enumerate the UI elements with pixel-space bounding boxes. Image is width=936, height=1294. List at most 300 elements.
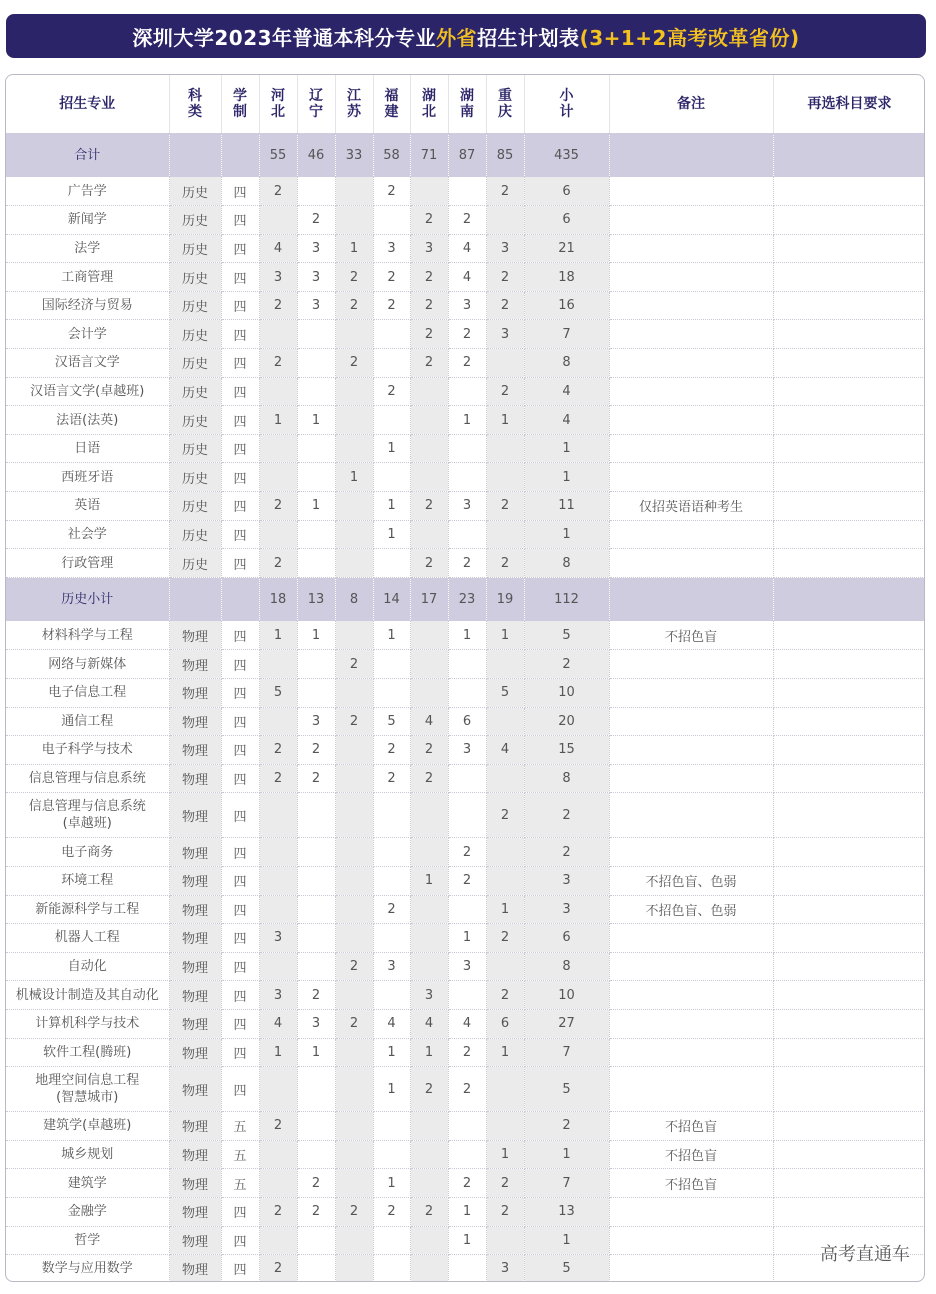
cell-subtotal: 11 [524, 492, 609, 521]
cell-major-name: 通信工程 [6, 707, 169, 736]
cell-liaoning: 3 [297, 263, 335, 292]
cell-hubei [410, 679, 448, 708]
cell-hubei: 4 [410, 707, 448, 736]
cell-remark [609, 206, 773, 235]
cell-hunan: 4 [448, 263, 486, 292]
cell-jiangsu: 1 [335, 234, 373, 263]
cell-duration: 四 [221, 764, 259, 793]
cell-hunan: 2 [448, 866, 486, 895]
cell-major-name: 广告学 [6, 177, 169, 206]
cell-major-name: 工商管理 [6, 263, 169, 292]
cell-duration: 四 [221, 707, 259, 736]
cell-chongqing: 3 [486, 320, 524, 349]
cell-jiangsu [335, 406, 373, 435]
cell-subtotal: 3 [524, 866, 609, 895]
cell-hebei [259, 463, 297, 492]
cell-duration: 四 [221, 492, 259, 521]
cell-chongqing: 5 [486, 679, 524, 708]
cell-subject-type: 物理 [169, 1067, 221, 1112]
cell-remark [609, 406, 773, 435]
cell-hunan [448, 895, 486, 924]
subtotal-row [6, 577, 925, 621]
cell-duration: 四 [221, 234, 259, 263]
table-row [6, 1038, 925, 1067]
cell-duration: 四 [221, 793, 259, 838]
cell-fujian: 2 [373, 291, 410, 320]
cell-jiangsu: 2 [335, 952, 373, 981]
cell-fujian: 2 [373, 764, 410, 793]
cell-hebei: 2 [259, 1255, 297, 1282]
cell-subtotal: 435 [524, 133, 609, 177]
cell-subject-type: 历史 [169, 206, 221, 235]
column-header: 招生专业 [6, 75, 169, 133]
cell-hubei [410, 406, 448, 435]
cell-major-name: 计算机科学与技术 [6, 1009, 169, 1038]
cell-major-name: 法语(法英) [6, 406, 169, 435]
cell-hubei: 2 [410, 349, 448, 378]
cell-liaoning [297, 952, 335, 981]
cell-fujian [373, 1112, 410, 1141]
cell-liaoning [297, 838, 335, 867]
cell-hunan [448, 981, 486, 1010]
cell-hebei: 4 [259, 234, 297, 263]
cell-duration [221, 133, 259, 177]
cell-jiangsu [335, 924, 373, 953]
cell-remark [609, 838, 773, 867]
cell-hunan: 23 [448, 577, 486, 621]
cell-jiangsu [335, 679, 373, 708]
cell-subject-type: 物理 [169, 1226, 221, 1255]
cell-jiangsu: 2 [335, 650, 373, 679]
cell-fujian [373, 1226, 410, 1255]
cell-major-name: 日语 [6, 434, 169, 463]
cell-hubei [410, 177, 448, 206]
cell-subject-requirement [773, 291, 925, 320]
cell-subject-requirement [773, 377, 925, 406]
column-header: 再选科目要求 [773, 75, 925, 133]
cell-fujian: 2 [373, 263, 410, 292]
cell-jiangsu [335, 895, 373, 924]
cell-duration: 四 [221, 838, 259, 867]
cell-subject-type: 物理 [169, 1112, 221, 1141]
cell-subject-requirement [773, 520, 925, 549]
cell-remark [609, 1226, 773, 1255]
cell-fujian [373, 679, 410, 708]
cell-chongqing: 3 [486, 234, 524, 263]
cell-hubei: 4 [410, 1009, 448, 1038]
cell-hubei: 2 [410, 291, 448, 320]
cell-hunan [448, 463, 486, 492]
cell-fujian: 1 [373, 1067, 410, 1112]
cell-liaoning [297, 549, 335, 578]
cell-hubei [410, 1255, 448, 1282]
cell-liaoning [297, 349, 335, 378]
cell-hebei: 1 [259, 621, 297, 650]
cell-fujian: 2 [373, 736, 410, 765]
cell-subject-type: 历史 [169, 492, 221, 521]
cell-subject-requirement [773, 577, 925, 621]
cell-major-name: 机械设计制造及其自动化 [6, 981, 169, 1010]
cell-jiangsu: 2 [335, 1009, 373, 1038]
cell-hebei: 3 [259, 924, 297, 953]
cell-subtotal: 15 [524, 736, 609, 765]
cell-subject-requirement [773, 206, 925, 235]
cell-major-name: 自动化 [6, 952, 169, 981]
cell-chongqing [486, 707, 524, 736]
cell-subject-type: 物理 [169, 736, 221, 765]
cell-hunan [448, 177, 486, 206]
cell-liaoning [297, 679, 335, 708]
cell-subject-type: 物理 [169, 650, 221, 679]
cell-subtotal: 10 [524, 981, 609, 1010]
cell-fujian [373, 650, 410, 679]
cell-duration: 四 [221, 650, 259, 679]
cell-subtotal: 16 [524, 291, 609, 320]
cell-hunan: 1 [448, 621, 486, 650]
cell-remark [609, 320, 773, 349]
cell-subtotal: 21 [524, 234, 609, 263]
cell-jiangsu [335, 177, 373, 206]
cell-hunan: 2 [448, 349, 486, 378]
watermark: 高考直通车 [820, 1244, 910, 1265]
cell-subject-type: 物理 [169, 1140, 221, 1169]
cell-jiangsu [335, 736, 373, 765]
title-highlight: 外省 [436, 25, 478, 50]
cell-chongqing: 2 [486, 492, 524, 521]
cell-subject-type: 历史 [169, 406, 221, 435]
cell-remark [609, 1038, 773, 1067]
cell-jiangsu: 33 [335, 133, 373, 177]
cell-hunan: 1 [448, 924, 486, 953]
cell-hunan: 3 [448, 736, 486, 765]
cell-subject-requirement [773, 866, 925, 895]
cell-subtotal: 2 [524, 1112, 609, 1141]
cell-subtotal: 7 [524, 320, 609, 349]
title-banner [6, 14, 926, 58]
cell-subject-requirement [773, 1140, 925, 1169]
cell-remark [609, 263, 773, 292]
cell-remark [609, 707, 773, 736]
cell-major-name: 电子信息工程 [6, 679, 169, 708]
cell-subject-requirement [773, 492, 925, 521]
cell-subtotal: 6 [524, 206, 609, 235]
cell-hebei: 2 [259, 1197, 297, 1226]
cell-hebei [259, 707, 297, 736]
cell-hubei [410, 621, 448, 650]
cell-chongqing [486, 764, 524, 793]
cell-hunan [448, 679, 486, 708]
cell-chongqing [486, 866, 524, 895]
cell-subject-requirement [773, 707, 925, 736]
cell-fujian [373, 1255, 410, 1282]
cell-subtotal: 10 [524, 679, 609, 708]
table-row [6, 1009, 925, 1038]
cell-jiangsu [335, 492, 373, 521]
cell-hubei [410, 793, 448, 838]
cell-subject-requirement [773, 320, 925, 349]
cell-subject-requirement [773, 764, 925, 793]
cell-subject-type: 物理 [169, 838, 221, 867]
cell-hubei [410, 650, 448, 679]
table-row [6, 406, 925, 435]
cell-hunan: 3 [448, 952, 486, 981]
cell-remark [609, 736, 773, 765]
cell-jiangsu [335, 1255, 373, 1282]
cell-hubei [410, 463, 448, 492]
cell-remark [609, 1197, 773, 1226]
cell-duration: 四 [221, 263, 259, 292]
cell-fujian: 4 [373, 1009, 410, 1038]
cell-hebei [259, 434, 297, 463]
cell-hunan [448, 1140, 486, 1169]
cell-hebei [259, 320, 297, 349]
cell-remark [609, 924, 773, 953]
cell-subject-requirement [773, 650, 925, 679]
cell-jiangsu [335, 520, 373, 549]
cell-chongqing [486, 838, 524, 867]
table-row [6, 952, 925, 981]
cell-hebei [259, 838, 297, 867]
cell-major-name: 金融学 [6, 1197, 169, 1226]
cell-subtotal: 2 [524, 793, 609, 838]
cell-hebei: 2 [259, 177, 297, 206]
cell-subject-requirement [773, 1009, 925, 1038]
column-header: 重 庆 [486, 75, 524, 133]
cell-hebei: 5 [259, 679, 297, 708]
cell-liaoning: 3 [297, 291, 335, 320]
cell-major-name: 行政管理 [6, 549, 169, 578]
cell-jiangsu [335, 1067, 373, 1112]
cell-remark: 仅招英语语种考生 [609, 492, 773, 521]
cell-major-name: 信息管理与信息系统 (卓越班) [6, 793, 169, 838]
cell-hunan [448, 377, 486, 406]
enrollment-table [6, 75, 925, 1282]
table-row [6, 793, 925, 838]
cell-duration: 四 [221, 981, 259, 1010]
cell-liaoning: 1 [297, 621, 335, 650]
cell-liaoning: 1 [297, 1038, 335, 1067]
cell-fujian: 1 [373, 434, 410, 463]
cell-fujian [373, 320, 410, 349]
cell-hebei: 3 [259, 981, 297, 1010]
cell-jiangsu [335, 377, 373, 406]
cell-remark [609, 177, 773, 206]
cell-duration: 四 [221, 320, 259, 349]
cell-subject-requirement [773, 133, 925, 177]
cell-subject-requirement [773, 736, 925, 765]
cell-fujian [373, 793, 410, 838]
cell-duration: 四 [221, 1255, 259, 1282]
table-row [6, 177, 925, 206]
cell-subtotal: 8 [524, 549, 609, 578]
cell-hebei: 2 [259, 492, 297, 521]
enrollment-table-frame [5, 74, 925, 1282]
table-row [6, 1197, 925, 1226]
cell-chongqing: 85 [486, 133, 524, 177]
cell-hebei: 1 [259, 406, 297, 435]
cell-chongqing [486, 650, 524, 679]
cell-subtotal: 5 [524, 621, 609, 650]
cell-jiangsu [335, 1226, 373, 1255]
cell-duration: 四 [221, 549, 259, 578]
subtotal-row [6, 133, 925, 177]
cell-hubei [410, 377, 448, 406]
cell-hubei: 3 [410, 981, 448, 1010]
cell-subtotal: 6 [524, 924, 609, 953]
cell-subtotal: 18 [524, 263, 609, 292]
cell-fujian: 2 [373, 895, 410, 924]
cell-duration [221, 577, 259, 621]
cell-subtotal: 27 [524, 1009, 609, 1038]
cell-hebei [259, 952, 297, 981]
table-row [6, 1067, 925, 1112]
cell-liaoning: 2 [297, 736, 335, 765]
cell-chongqing: 3 [486, 1255, 524, 1282]
cell-subject-type: 物理 [169, 1009, 221, 1038]
cell-subject-type: 物理 [169, 679, 221, 708]
cell-hubei [410, 895, 448, 924]
cell-hubei [410, 1169, 448, 1198]
cell-major-name: 机器人工程 [6, 924, 169, 953]
cell-remark [609, 434, 773, 463]
cell-subject-requirement [773, 549, 925, 578]
cell-hunan: 1 [448, 1226, 486, 1255]
cell-liaoning: 2 [297, 981, 335, 1010]
cell-chongqing: 2 [486, 177, 524, 206]
cell-liaoning: 2 [297, 1169, 335, 1198]
cell-hunan: 3 [448, 291, 486, 320]
cell-subject-type: 历史 [169, 549, 221, 578]
cell-duration: 四 [221, 349, 259, 378]
cell-hebei: 18 [259, 577, 297, 621]
cell-subtotal: 2 [524, 650, 609, 679]
cell-subtotal: 4 [524, 406, 609, 435]
cell-chongqing [486, 1226, 524, 1255]
cell-fujian: 3 [373, 952, 410, 981]
cell-subtotal: 1 [524, 520, 609, 549]
cell-jiangsu: 2 [335, 707, 373, 736]
cell-fujian [373, 838, 410, 867]
cell-duration: 五 [221, 1140, 259, 1169]
cell-hebei: 2 [259, 549, 297, 578]
cell-chongqing: 1 [486, 1140, 524, 1169]
cell-remark [609, 133, 773, 177]
cell-fujian [373, 924, 410, 953]
cell-duration: 五 [221, 1169, 259, 1198]
cell-jiangsu [335, 1112, 373, 1141]
cell-subtotal: 8 [524, 952, 609, 981]
cell-fujian [373, 549, 410, 578]
cell-duration: 四 [221, 1038, 259, 1067]
cell-chongqing [486, 349, 524, 378]
table-row [6, 1255, 925, 1282]
cell-hubei [410, 1140, 448, 1169]
cell-fujian [373, 406, 410, 435]
cell-hebei [259, 650, 297, 679]
table-row [6, 349, 925, 378]
cell-major-name: 西班牙语 [6, 463, 169, 492]
cell-subject-type: 历史 [169, 377, 221, 406]
cell-chongqing: 4 [486, 736, 524, 765]
cell-subject-requirement [773, 981, 925, 1010]
cell-chongqing: 6 [486, 1009, 524, 1038]
cell-remark [609, 234, 773, 263]
cell-chongqing [486, 1067, 524, 1112]
cell-hunan: 2 [448, 206, 486, 235]
table-row [6, 263, 925, 292]
column-header: 江 苏 [335, 75, 373, 133]
table-row [6, 764, 925, 793]
cell-subject-type: 历史 [169, 349, 221, 378]
cell-fujian: 2 [373, 177, 410, 206]
cell-subject-requirement [773, 1112, 925, 1141]
cell-hubei: 2 [410, 1197, 448, 1226]
cell-subject-requirement [773, 1169, 925, 1198]
cell-fujian: 3 [373, 234, 410, 263]
cell-hebei [259, 377, 297, 406]
cell-liaoning [297, 1255, 335, 1282]
cell-subject-type: 物理 [169, 1197, 221, 1226]
cell-subject-requirement [773, 263, 925, 292]
cell-subject-requirement [773, 924, 925, 953]
cell-hunan [448, 793, 486, 838]
cell-major-name: 新能源科学与工程 [6, 895, 169, 924]
cell-subtotal: 6 [524, 177, 609, 206]
cell-remark [609, 349, 773, 378]
cell-chongqing: 2 [486, 1197, 524, 1226]
cell-jiangsu: 2 [335, 349, 373, 378]
table-row [6, 234, 925, 263]
table-row [6, 707, 925, 736]
cell-major-name: 哲学 [6, 1226, 169, 1255]
cell-remark: 不招色盲、色弱 [609, 895, 773, 924]
cell-liaoning: 46 [297, 133, 335, 177]
cell-hunan: 2 [448, 1038, 486, 1067]
cell-liaoning [297, 320, 335, 349]
cell-liaoning [297, 434, 335, 463]
column-header: 小 计 [524, 75, 609, 133]
cell-hubei [410, 1226, 448, 1255]
cell-fujian: 14 [373, 577, 410, 621]
cell-hunan [448, 434, 486, 463]
column-header: 备注 [609, 75, 773, 133]
cell-remark [609, 1255, 773, 1282]
cell-chongqing: 2 [486, 1169, 524, 1198]
cell-hebei: 1 [259, 1038, 297, 1067]
column-header: 湖 南 [448, 75, 486, 133]
cell-jiangsu [335, 320, 373, 349]
cell-major-name: 新闻学 [6, 206, 169, 235]
cell-subtotal: 13 [524, 1197, 609, 1226]
cell-jiangsu [335, 549, 373, 578]
cell-remark [609, 520, 773, 549]
cell-hebei: 2 [259, 349, 297, 378]
cell-remark: 不招色盲、色弱 [609, 866, 773, 895]
cell-hubei: 2 [410, 1067, 448, 1112]
cell-liaoning [297, 1140, 335, 1169]
cell-jiangsu [335, 621, 373, 650]
cell-jiangsu [335, 866, 373, 895]
cell-hubei: 2 [410, 320, 448, 349]
cell-duration: 四 [221, 952, 259, 981]
column-header: 河 北 [259, 75, 297, 133]
cell-subject-requirement [773, 1038, 925, 1067]
cell-hebei [259, 1140, 297, 1169]
cell-hunan: 1 [448, 1197, 486, 1226]
cell-subject-requirement [773, 1197, 925, 1226]
cell-subtotal: 3 [524, 895, 609, 924]
cell-duration: 四 [221, 177, 259, 206]
